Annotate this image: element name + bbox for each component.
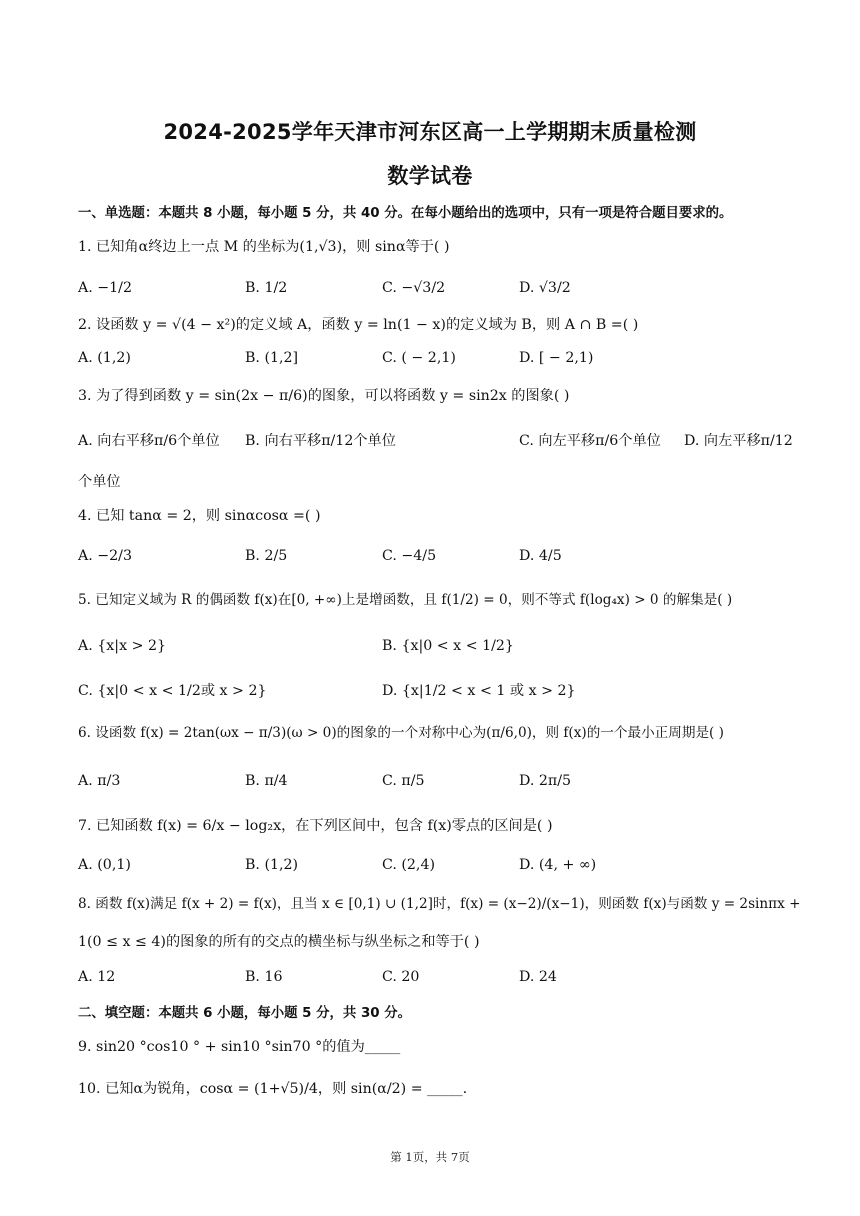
q8-option-c: C. 20 (382, 969, 420, 985)
question-3: 3. 为了得到函数 y = sin(2x − π/6)的图象，可以将函数 y = sin2x 的图象( ) (78, 388, 570, 404)
section-heading-single-choice: 一、单选题：本题共 8 小题，每小题 5 分，共 40 分。在每小题给出的选项中，只有一项是符合题目要求的。 (78, 206, 733, 221)
question-4: 4. 已知 tanα = 2，则 sinαcosα =( ) (78, 508, 321, 524)
q8-option-d: D. 24 (519, 969, 557, 985)
q8-option-a: A. 12 (78, 969, 116, 985)
exam-subtitle: 数学试卷 (387, 164, 473, 188)
question-8-continuation: 1(0 ≤ x ≤ 4)的图象的所有的交点的横坐标与纵坐标之和等于( ) (78, 934, 480, 950)
q1-option-a: A. −1/2 (78, 280, 132, 296)
q3-option-b: B. 向右平移π/12个单位 (245, 433, 396, 449)
q2-option-b: B. (1,2] (245, 350, 299, 366)
question-5: 5. 已知定义域为 R 的偶函数 f(x)在[0, +∞)上是增函数，且 f(1/2) = 0，则不等式 f(log₄x) > 0 的解集是( ) (78, 592, 733, 608)
q8-option-b: B. 16 (245, 969, 283, 985)
q3-option-c: C. 向左平移π/6个单位 (519, 433, 661, 449)
exam-title: 2024-2025学年天津市河东区高一上学期期末质量检测 (163, 120, 697, 144)
q2-option-d: D. [ − 2,1) (519, 350, 594, 366)
question-1: 1. 已知角α终边上一点 M 的坐标为(1,√3)，则 sinα等于( ) (78, 239, 450, 255)
q3-option-d-continuation: 个单位 (78, 474, 121, 490)
q5-option-b: B. {x|0 < x < 1/2} (382, 638, 514, 654)
q7-option-a: A. (0,1) (78, 857, 131, 873)
q4-option-d: D. 4/5 (519, 548, 562, 564)
question-8: 8. 函数 f(x)满足 f(x + 2) = f(x)，且当 x ∈ [0,1) ∪ (1,2]时，f(x) = (x−2)/(x−1)，则函数 f(x)与函数 y = 2sinπx + (78, 896, 801, 912)
q6-option-c: C. π/5 (382, 773, 425, 789)
question-6: 6. 设函数 f(x) = 2tan(ωx − π/3)(ω > 0)的图象的一个对称中心为(π/6,0)，则 f(x)的一个最小正周期是( ) (78, 725, 724, 741)
question-10: 10. 已知α为锐角，cosα = (1+√5)/4，则 sin(α/2) = _____. (78, 1081, 468, 1097)
q2-option-c: C. ( − 2,1) (382, 350, 456, 366)
q1-option-d: D. √3/2 (519, 280, 571, 296)
q4-option-b: B. 2/5 (245, 548, 288, 564)
page-footer: 第 1页，共 7页 (390, 1150, 470, 1164)
q7-option-c: C. (2,4) (382, 857, 436, 873)
q2-option-a: A. (1,2) (78, 350, 131, 366)
q7-option-b: B. (1,2) (245, 857, 299, 873)
q6-option-b: B. π/4 (245, 773, 288, 789)
question-9: 9. sin20 °cos10 ° + sin10 °sin70 °的值为_____ (78, 1039, 401, 1055)
q6-option-d: D. 2π/5 (519, 773, 572, 789)
q4-option-a: A. −2/3 (78, 548, 132, 564)
q4-option-c: C. −4/5 (382, 548, 437, 564)
q5-option-c: C. {x|0 < x < 1/2或 x > 2} (78, 683, 267, 699)
q6-option-a: A. π/3 (78, 773, 121, 789)
q1-option-b: B. 1/2 (245, 280, 288, 296)
q3-option-d: D. 向左平移π/12 (684, 433, 793, 449)
q5-option-d: D. {x|1/2 < x < 1 或 x > 2} (382, 683, 576, 699)
question-2: 2. 设函数 y = √(4 − x²)的定义域 A，函数 y = ln(1 − x)的定义域为 B，则 A ∩ B =( ) (78, 317, 639, 333)
q5-option-a: A. {x|x > 2} (78, 638, 167, 654)
section-heading-fill-blank: 二、填空题：本题共 6 小题，每小题 5 分，共 30 分。 (78, 1006, 412, 1021)
question-7: 7. 已知函数 f(x) = 6/x − log₂x，在下列区间中，包含 f(x)零点的区间是( ) (78, 818, 553, 834)
q7-option-d: D. (4, + ∞) (519, 857, 597, 873)
q3-option-a: A. 向右平移π/6个单位 (78, 433, 220, 449)
q1-option-c: C. −√3/2 (382, 280, 446, 296)
